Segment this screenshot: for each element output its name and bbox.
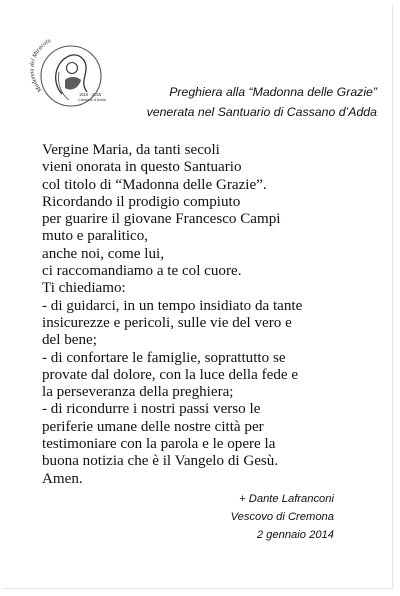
prayer-line: - di ricondurre i nostri passi verso le (42, 401, 261, 418)
svg-text:Madonna del Miracolo (29, 37, 52, 94)
prayer-line: ci raccomandiamo a te col cuore. (42, 263, 242, 280)
prayer-line: periferie umane delle nostre città per (42, 418, 264, 435)
prayer-line: testimoniare con la parola e le opere la (42, 436, 276, 453)
signature-name: + Dante Lafranconi (239, 493, 334, 505)
prayer-line: del bene; (42, 332, 97, 349)
logo-place: Cassano d'Adda (78, 98, 106, 102)
logo-arc-text: Madonna del Miracolo (29, 37, 53, 94)
prayer-line: insicurezze e pericoli, sulle vie del vero e (42, 314, 292, 331)
prayer-line: Amen. (42, 470, 83, 487)
prayer-line: anche noi, come lui, (42, 245, 164, 262)
prayer-line: buona notizia che è il Vangelo di Gesù. (42, 453, 279, 470)
prayer-line: - di confortare le famiglie, soprattutto se (42, 349, 286, 366)
prayer-line: vieni onorata in questo Santuario (42, 159, 242, 176)
prayer-line: Vergine Maria, da tanti secoli (42, 142, 220, 158)
prayer-line: muto e paralitico, (42, 228, 149, 245)
prayer-line: col titolo di “Madonna delle Grazie”. (42, 176, 267, 193)
prayer-line: provate dal dolore, con la luce della fede e (42, 366, 299, 383)
sanctuary-logo (29, 32, 109, 112)
signature-block (182, 490, 334, 544)
prayer-line: Ricordando il prodigio compiuto (42, 193, 241, 210)
prayer-line: - di guidarci, in un tempo insidiato da tante (42, 297, 303, 314)
madonna-medallion-icon (29, 32, 109, 112)
prayer-card (2, 4, 393, 589)
prayer-heading (115, 82, 377, 122)
prayer-line: Ti chiediamo: (42, 280, 126, 297)
signature-date: 2 gennaio 2014 (256, 529, 334, 541)
signature-title: Vescovo di Cremona (230, 511, 334, 523)
prayer-line: per guarire il giovane Francesco Campi (42, 211, 281, 228)
prayer-text (42, 142, 342, 488)
heading-line-2: venerata nel Santuario di Cassano d’Adda (146, 105, 377, 119)
heading-line-1: Preghiera alla “Madonna delle Grazie” (169, 85, 377, 99)
logo-years: 1615 - 2015 (79, 92, 102, 97)
prayer-line: la perseveranza della preghiera; (42, 384, 234, 401)
